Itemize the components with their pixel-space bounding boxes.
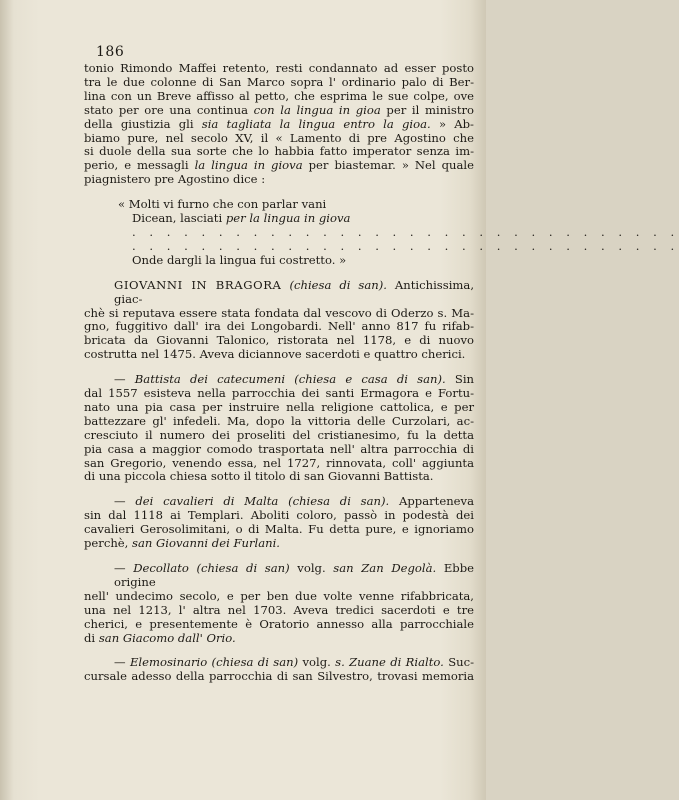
page-number: 186 [96, 44, 125, 60]
text-line: tra le due colonne di San Marco sopra l' ordinario palo di Ber- [84, 74, 474, 89]
text-line: cursale adesso della parrocchia di san Silvestro, trovasi memoria [84, 669, 474, 684]
text-line: di una piccola chiesa sotto il titolo di san Giovanni Battista. [84, 469, 434, 484]
text-line: della giustizia gli sia tagliata la lingua entro la gioa. » Ab- [84, 116, 474, 131]
text-line: pia casa a maggior comodo trasportata nell' altra parrocchia di [84, 441, 474, 456]
verse-line: Dicean, lasciati per la lingua in giova [132, 211, 351, 226]
text-line: cherici, e presentemente è Oratorio annesso alla parrocchiale [84, 616, 474, 631]
entry-title: Battista dei catecumeni [134, 372, 286, 387]
text-line: battezzare gl' infedeli. Ma, dopo la vittoria delle Curzolari, ac- [84, 413, 474, 428]
page-text [84, 61, 679, 684]
entry-battista [84, 373, 474, 484]
entry-heading-line: — dei cavalieri di Malta (chiesa di san). Apparteneva [114, 494, 474, 509]
text-line: perchè, san Giovanni dei Furlani. [84, 536, 280, 551]
entry-heading-line: — Decollato (chiesa di san) volg. san Zan Degolà. Ebbe origine [114, 561, 474, 589]
text-line: chè si reputava essere stata fondata dal vescovo di Oderzo s. Ma- [84, 305, 474, 320]
entry-heading-line: GIOVANNI IN BRAGORA (chiesa di san). Antichissima, giac- [114, 277, 474, 306]
text-line: cavalieri Gerosolimitani, o di Malta. Fu detta pure, e ignoriamo [84, 522, 474, 537]
entry-elemosinario [84, 656, 474, 684]
text-line: perio, e messagli la lingua in giova per biastemar. » Nel quale [84, 158, 474, 173]
entry-title: Elemosinario [129, 655, 208, 670]
verse-line: Onde dargli la lingua fui costretto. » [132, 252, 347, 267]
text-line: piagnistero pre Agostino dice : [84, 172, 266, 187]
text-line: si duole della sua sorte che lo habbia fatto imperator senza im- [84, 144, 474, 159]
text-line: costrutta nel 1475. Aveva diciannove sacerdoti e quattro cherici. [84, 347, 466, 362]
entry-title: GIOVANNI IN BRAGORA [114, 277, 282, 292]
entry-malta [84, 495, 474, 551]
text-line: dal 1557 esisteva nella parrocchia dei santi Ermagora e Fortu- [84, 386, 474, 401]
text-line: lina con un Breve affisso al petto, che esprima le sue colpe, ove [84, 88, 474, 103]
text-line: san Gregorio, venendo essa, nel 1727, rinnovata, coll' aggiunta [84, 455, 474, 470]
text-line: stato per ore una continua con la lingua in gioa per il ministro [84, 102, 474, 117]
entry-title: Decollato [133, 561, 189, 575]
paragraph-maffei [84, 62, 474, 187]
entry-heading-line: — Battista dei catecumeni (chiesa e casa di san). Sin [114, 372, 474, 387]
verse-line: « Molti vi furno che con parlar vani [118, 197, 327, 212]
text-line: di san Giacomo dall' Orio. [84, 630, 236, 645]
text-line: gno, fuggitivo dall' ira dei Longobardi. Nell' anno 817 fu rifab- [84, 319, 474, 334]
verse-quote [84, 197, 679, 268]
text-line: nell' undecimo secolo, e per ben due volte venne rifabbricata, [84, 588, 474, 603]
entry-title: dei cavalieri di Malta [135, 494, 279, 509]
entry-decollato [84, 562, 474, 645]
text-line: tonio Rimondo Maffei retento, resti condannato ad esser posto [84, 61, 474, 75]
entry-bragora [84, 279, 474, 362]
entry-heading-line: — Elemosinario (chiesa di san) volg. s. Zuane di Rialto. Suc- [114, 655, 475, 670]
text-line: nato una pia casa per instruire nella religione cattolica, e per [84, 399, 474, 414]
ellipsis-line: . . . . . . . . . . . . . . . . . . . . . . . . . . . . . . . . [132, 224, 679, 239]
text-line: una nel 1213, l' altra nel 1703. Aveva tredici sacerdoti e tre [84, 602, 474, 617]
ellipsis-line: . . . . . . . . . . . . . . . . . . . . . . . . . . . . . . . . [132, 238, 679, 253]
text-line: cresciuto il numero dei proseliti del cristianesimo, fu la detta [84, 427, 474, 442]
text-line: sin dal 1118 ai Templari. Aboliti coloro, passò in podestà dei [84, 508, 474, 523]
text-line: biamo pure, nel secolo XV, il « Lamento di pre Agostino che [84, 130, 474, 145]
text-line: bricata da Giovanni Talonico, ristorata nel 1178, e di nuovo [84, 333, 474, 348]
